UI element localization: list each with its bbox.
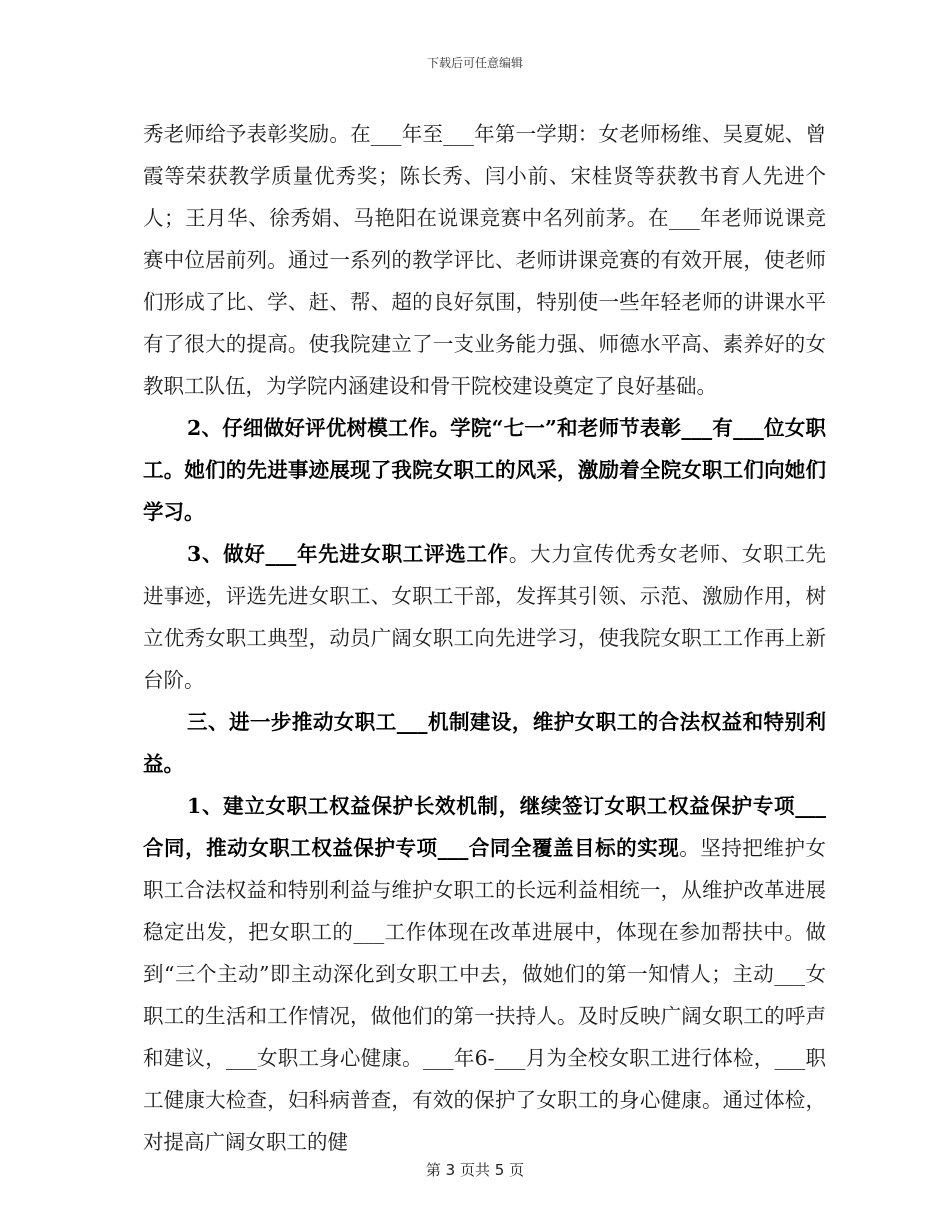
page-header: 下载后可任意编辑 [426,56,523,70]
paragraph-2-lead: 2、仔细做好评优树模工作。学院“七一”和老师节表彰___有___位女职工。她们的先进事迹展现了我院女职工的风采，激励着全院女职工们向她们学习。 [143,416,826,524]
paragraph-5-text: 。坚持把维护女职工合法权益和特别利益与维护女职工的长远利益相统一，从维护改革进展稳定出发，把女职工的___工作体现在改革进展中，体现在参加帮扶中。做到“三个主动”即主动深化到女职工中去，做她们的第一知情人；主动___女职工的生活和工作情况，做他们的第一扶持人。及时反映广阔女职工的呼声和建议，___女职工身心健康。___年6-___月为全校女职工进行体检，___职工健康大检查，妇科病普查，有效的保护了女职工的身心健康。通过体检，对提高广阔女职工的健 [143,836,827,1154]
paragraph-2 [143,407,826,533]
paragraph-3-lead: 3、做好___年先进女职工评选工作 [187,542,509,566]
paragraph-1 [143,113,826,407]
section-heading-3 [143,701,826,785]
section-heading-3-text: 三、进一步推动女职工___机制建设，维护女职工的合法权益和特别利益。 [143,710,826,776]
paragraph-3 [143,533,826,701]
paragraph-3-text: 。大力宣传优秀女老师、女职工先进事迹，评选先进女职工、女职工干部，发挥其引领、示范、激励作用，树立优秀女职工典型，动员广阔女职工向先进学习，使我院女职工工作再上新台阶。 [143,542,827,692]
page-footer: 第 3 页共 5 页 [425,1161,525,1179]
paragraph-5-lead: 1、建立女职工权益保护长效机制，继续签订女职工权益保护专项___合同，推动女职工权益保护专项___合同全覆盖目标的实现 [143,794,826,860]
paragraph-5 [143,785,826,1163]
paragraph-1-text: 秀老师给予表彰奖励。在___年至___年第一学期：女老师杨维、吴夏妮、曾霞等荣获教学质量优秀奖；陈长秀、闫小前、宋桂贤等获教书育人先进个人；王月华、徐秀娟、马艳阳在说课竞赛中名列前茅。在___年老师说课竞赛中位居前列。通过一系列的教学评比、老师讲课竞赛的有效开展，使老师们形成了比、学、赶、帮、超的良好氛围，特别使一些年轻老师的讲课水平有了很大的提高。使我院建立了一支业务能力强、师德水平高、素养好的女教职工队伍，为学院内涵建设和骨干院校建设奠定了良好基础。 [143,122,826,398]
document-body [143,113,826,1163]
